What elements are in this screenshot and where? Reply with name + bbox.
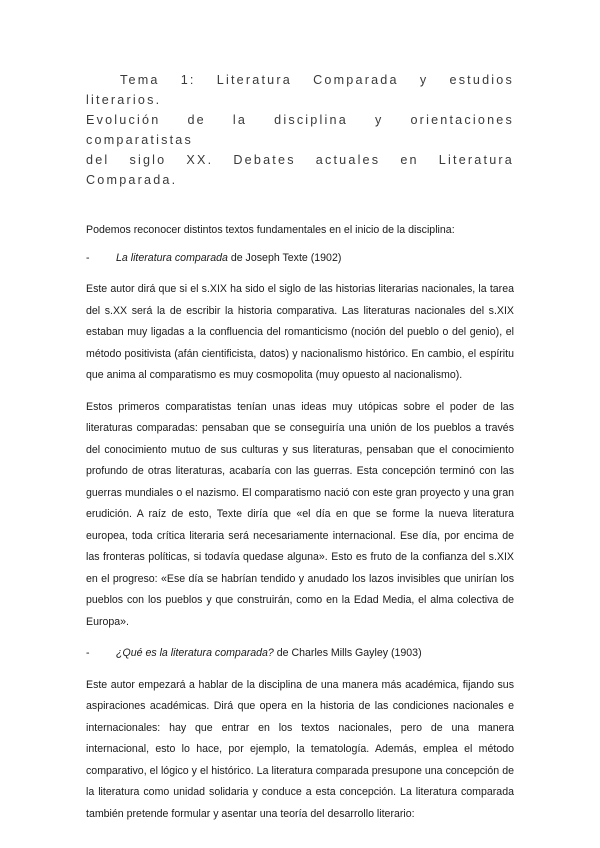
list-dash: - xyxy=(86,647,90,659)
body-paragraph-3: Este autor empezará a hablar de la disciplina de una manera más académica, fijando sus aspiraciones académicas. Dirá que opera en la historia de las condiciones nacionales e internacionales: hay que entrar en los textos nacionales, pero de una manera internacional, esto lo hace, por ejemplo, la tematología. Además, emplea el método comparativo, el lógico y el histórico. La literatura comparada presupone una concepción de la literatura como unidad solidaria y conduce a esta concepción. La literatura comparada también pretende formular y asentar una teoría del desarrollo literario: xyxy=(86,678,514,820)
title-line-2: Evolución de la disciplina y orientaciones comparatistas xyxy=(86,113,514,147)
reference-gayley xyxy=(86,643,514,665)
reference-texte xyxy=(86,248,514,270)
list-dash: - xyxy=(86,251,90,264)
title-line-1: Tema 1: Literatura Comparada y estudios literarios. xyxy=(86,73,514,107)
body-paragraph-2: Estos primeros comparatistas tenían unas ideas muy utópicas sobre el poder de las literaturas comparadas: pensaban que se conseguiría una unión de los pueblos a través del conocimiento mutuo de sus culturas y sus literaturas, pensaban que el conocimiento profundo de otras literaturas, acabaría con las guerras. Esta concepción terminó con las guerras mundiales o el nazismo. El comparatismo nació con este gran proyecto y una gran erudición. A raíz de esto, Texte diría que «el día en que se forme la nueva literatura europea, toda crítica literaria será necesariamente internacional. Ese día, por encima de las fronteras políticas, si todavía quedase alguna». Esto es fruto de la confianza del s.XIX en el progreso: «Ese día se habrían tendido y anudado los lazos invisibles que unirían los pueblos con los pueblos y que construirán, como en la Edad Media, el alma colectiva de Europa». xyxy=(86,400,514,628)
body-paragraph-1: Este autor dirá que si el s.XIX ha sido el siglo de las historias literarias nacionales, la tarea del s.XX será la de escribir la historia comparativa. Las literaturas nacionales del s.XIX estaban muy ligadas a la confluencia del romanticismo (noción del pueblo o del genio), el método positivista (afán cientificista, datos) y nacionalismo histórico. En cambio, el espíritu que anima al comparatismo es muy cosmopolita (muy opuesto al nacionalismo). xyxy=(86,283,514,381)
work-author: de Joseph Texte (1902) xyxy=(227,251,342,264)
title-line-3: del siglo XX. Debates actuales en Literatura Comparada. xyxy=(86,153,514,187)
reference-text xyxy=(116,643,422,665)
work-author: de Charles Mills Gayley (1903) xyxy=(273,647,422,659)
reference-text xyxy=(116,248,341,270)
document-title xyxy=(86,70,514,190)
work-title: ¿Qué es la literatura comparada? xyxy=(116,647,274,659)
work-title: La literatura comparada xyxy=(116,251,228,264)
intro-paragraph: Podemos reconocer distintos textos fundamentales en el inicio de la disciplina: xyxy=(86,224,455,236)
